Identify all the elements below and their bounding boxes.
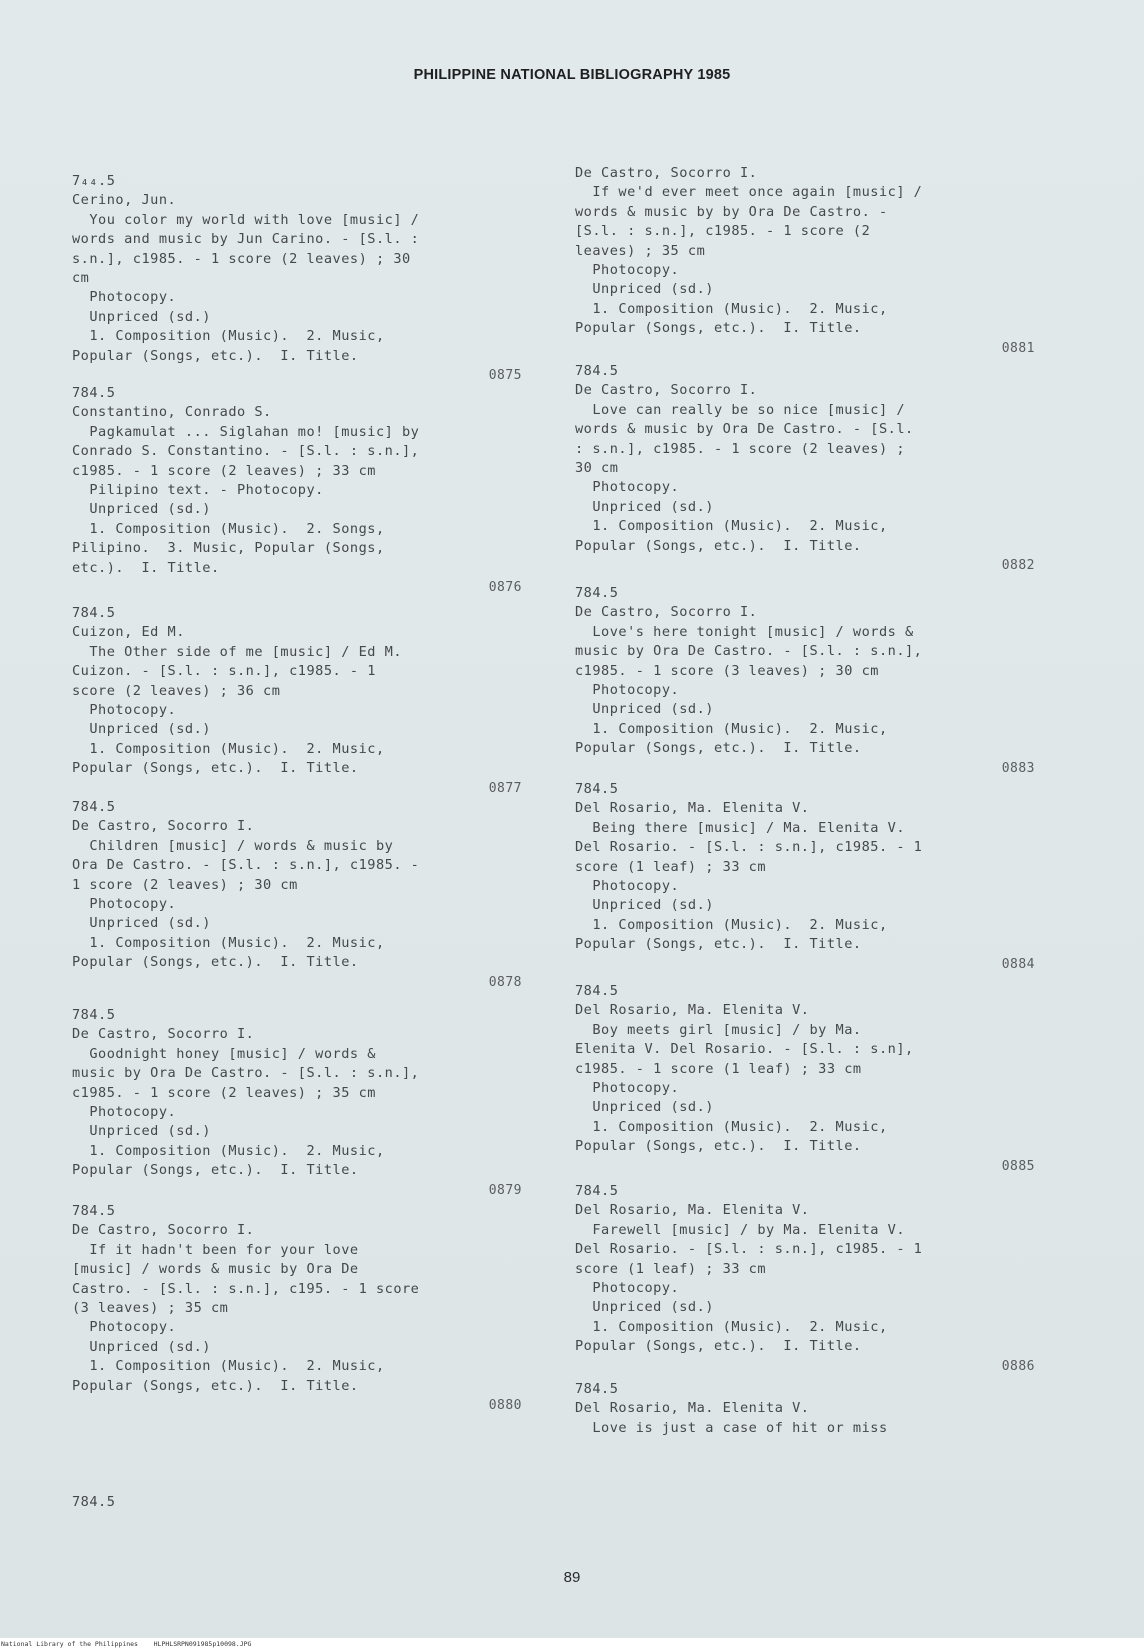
page-number: 89 [563,1569,581,1586]
entry-line: words & music by by Ora De Castro. - [575,203,888,220]
trailing-class-number: 784.5 [72,1494,116,1510]
entry-line: Popular (Songs, etc.). I. Title. [72,1162,359,1179]
catalog-entry [575,1380,1035,1438]
entry-line: Conrado S. Constantino. - [S.l. : s.n.], [72,443,420,460]
entry-line: Popular (Songs, etc.). I. Title. [575,320,862,337]
entry-line: 1. Composition (Music). 2. Music, [72,740,385,757]
entry-heading-line: 784.5 [72,385,116,401]
entry-line: Goodnight honey [music] / words & [72,1045,376,1062]
entry-line: Farewell [music] / by Ma. Elenita V. [575,1221,905,1238]
entry-line: Photocopy. [72,289,177,306]
entry-heading-line: 784.5 [72,799,116,815]
entry-line: Unpriced (sd.) [575,498,714,515]
entry-line: leaves) ; 35 cm [575,242,706,259]
entry-line: Unpriced (sd.) [575,281,714,298]
control-number: 0884 [1001,956,1035,972]
entry-line: score (1 leaf) ; 33 cm [575,858,767,875]
entry-heading-line: 784.5 [575,1381,619,1397]
catalog-entry [72,1006,522,1200]
entry-line: Cuizon. - [S.l. : s.n.], c1985. - 1 [72,663,376,680]
entry-line: Children [music] / words & music by [72,837,394,854]
control-number: 0885 [1001,1158,1035,1174]
control-number: 0879 [488,1182,522,1198]
entry-line: 1. Composition (Music). 2. Music, [72,1358,385,1375]
entry-heading-line: 784.5 [72,1203,116,1219]
entry-line: Constantino, Conrado S. [72,404,272,421]
entry-line: Photocopy. [575,479,680,496]
entry-line: The Other side of me [music] / Ed M. [72,643,402,660]
entry-line: Unpriced (sd.) [72,308,211,325]
entry-line: Unpriced (sd.) [72,1123,211,1140]
entry-line: Photocopy. [72,702,177,719]
catalog-entry [72,172,522,385]
entry-line: music by Ora De Castro. - [S.l. : s.n.], [72,1065,420,1082]
entry-line: Photocopy. [575,262,680,279]
control-number: 0880 [488,1398,522,1414]
catalog-entry [575,164,1035,358]
entry-line: 1. Composition (Music). 2. Music, [575,300,888,317]
entry-line: 1. Composition (Music). 2. Music, [575,518,888,535]
entry-line: Elenita V. Del Rosario. - [S.l. : s.n], [575,1041,914,1058]
control-number: 0878 [488,974,522,990]
entry-line: Photocopy. [575,1280,680,1297]
entry-line: Del Rosario, Ma. Elenita V. [575,1400,810,1417]
entry-line: Popular (Songs, etc.). I. Title. [575,936,862,953]
entry-line: De Castro, Socorro I. [72,1026,255,1043]
entry-line: 1. Composition (Music). 2. Music, [575,1118,888,1135]
control-number: 0876 [488,580,522,596]
entry-line: Popular (Songs, etc.). I. Title. [575,537,862,554]
entry-line: : s.n.], c1985. - 1 score (2 leaves) ; [575,440,905,457]
entry-line: Unpriced (sd.) [575,1299,714,1316]
entry-line: De Castro, Socorro I. [72,818,255,835]
entry-line: Unpriced (sd.) [575,701,714,718]
entry-line: 1 score (2 leaves) ; 30 cm [72,876,298,893]
entry-line: Love's here tonight [music] / words & [575,623,914,640]
entry-line: 1. Composition (Music). 2. Music, [575,916,888,933]
entry-line: 1. Composition (Music). 2. Songs, [72,520,385,537]
entry-line: Photocopy. [72,1319,177,1336]
entry-line: If it hadn't been for your love [72,1241,359,1258]
catalog-entry [575,780,1035,974]
entry-line: c1985. - 1 score (3 leaves) ; 30 cm [575,662,879,679]
entry-line: Popular (Songs, etc.). I. Title. [575,1138,862,1155]
entry-heading-line: 784.5 [575,1183,619,1199]
entry-line: music by Ora De Castro. - [S.l. : s.n.], [575,643,923,660]
entry-line: Pilipino. 3. Music, Popular (Songs, [72,540,385,557]
entry-line: score (2 leaves) ; 36 cm [72,682,281,699]
page-header: PHILIPPINE NATIONAL BIBLIOGRAPHY 1985 [413,67,731,83]
entry-line: Del Rosario, Ma. Elenita V. [575,1202,810,1219]
entry-line: Del Rosario, Ma. Elenita V. [575,800,810,817]
entry-line: Ora De Castro. - [S.l. : s.n.], c1985. - [72,857,420,874]
entry-line: Unpriced (sd.) [575,897,714,914]
entry-line: 30 cm [575,460,619,477]
entry-line: Photocopy. [575,682,680,699]
entry-line: etc.). I. Title. [72,559,220,576]
entry-line: Cerino, Jun. [72,192,177,209]
entry-line: You color my world with love [music] / [72,211,420,228]
entry-line: Castro. - [S.l. : s.n.], c195. - 1 score [72,1280,420,1297]
entry-line: 1. Composition (Music). 2. Music, [575,720,888,737]
entry-heading-line: 784.5 [72,605,116,621]
entry-line: Photocopy. [72,896,177,913]
entry-line: c1985. - 1 score (2 leaves) ; 35 cm [72,1084,376,1101]
entry-line: s.n.], c1985. - 1 score (2 leaves) ; 30 [72,250,411,267]
entry-line: Pagkamulat ... Siglahan mo! [music] by [72,423,420,440]
entry-line: Pilipino text. - Photocopy. [72,482,324,499]
entry-line: Popular (Songs, etc.). I. Title. [72,760,359,777]
entry-line: Photocopy. [575,1080,680,1097]
catalog-entry [72,1202,522,1415]
entry-line: Being there [music] / Ma. Elenita V. [575,819,905,836]
entry-line: Love is just a case of hit or miss [575,1419,888,1436]
entry-heading-line: 784.5 [575,983,619,999]
entry-line: De Castro, Socorro I. [575,604,758,621]
entry-line: Unpriced (sd.) [72,721,211,738]
entry-line: cm [72,270,90,287]
catalog-entry [575,584,1035,778]
entry-line: Popular (Songs, etc.). I. Title. [72,954,359,971]
entry-line: 1. Composition (Music). 2. Music, [575,1318,888,1335]
control-number: 0883 [1001,760,1035,776]
scan-footer [0,1638,1144,1650]
catalog-entry [72,604,522,798]
entry-line: Boy meets girl [music] / by Ma. [575,1021,862,1038]
catalog-entry [575,982,1035,1176]
entry-line: Unpriced (sd.) [575,1099,714,1116]
control-number: 0877 [488,780,522,796]
entry-line: c1985. - 1 score (1 leaf) ; 33 cm [575,1060,862,1077]
control-number: 0886 [1001,1358,1035,1374]
entry-line: 1. Composition (Music). 2. Music, [72,1142,385,1159]
entry-line: Unpriced (sd.) [72,501,211,518]
entry-line: Del Rosario. - [S.l. : s.n.], c1985. - 1 [575,839,923,856]
entry-heading-line: 7₄₄.5 [72,173,116,189]
entry-line: words & music by Ora De Castro. - [S.l. [575,421,914,438]
entry-line: [S.l. : s.n.], c1985. - 1 score (2 [575,223,871,240]
entry-heading-line: 784.5 [72,1007,116,1023]
entry-line: If we'd ever meet once again [music] / [575,184,923,201]
catalog-entry [72,798,522,992]
control-number: 0882 [1001,558,1035,574]
entry-line: Photocopy. [72,1104,177,1121]
footer-institution: National Library of the Philippines [1,1640,138,1648]
control-number: 0875 [488,368,522,384]
entry-line: (3 leaves) ; 35 cm [72,1300,229,1317]
entry-heading-line: 784.5 [575,363,619,379]
catalog-entry [575,1182,1035,1376]
control-number: 0881 [1001,340,1035,356]
entry-line: Popular (Songs, etc.). I. Title. [72,347,359,364]
entry-line: De Castro, Socorro I. [575,382,758,399]
entry-line: score (1 leaf) ; 33 cm [575,1260,767,1277]
entry-line: c1985. - 1 score (2 leaves) ; 33 cm [72,462,376,479]
entry-line: De Castro, Socorro I. [72,1222,255,1239]
footer-file-ref: HLPHLSRPN091985p10098.JPG [153,1640,252,1648]
entry-line: Popular (Songs, etc.). I. Title. [72,1377,359,1394]
entry-heading-line: De Castro, Socorro I. [575,165,758,181]
entry-line: Popular (Songs, etc.). I. Title. [575,740,862,757]
entry-line: Unpriced (sd.) [72,1338,211,1355]
entry-line: Del Rosario, Ma. Elenita V. [575,1002,810,1019]
entry-line: Popular (Songs, etc.). I. Title. [575,1338,862,1355]
entry-line: [music] / words & music by Ora De [72,1261,359,1278]
entry-line: 1. Composition (Music). 2. Music, [72,328,385,345]
entry-heading-line: 784.5 [575,781,619,797]
entry-line: Love can really be so nice [music] / [575,401,905,418]
catalog-entry [72,384,522,597]
entry-line: Del Rosario. - [S.l. : s.n.], c1985. - 1 [575,1241,923,1258]
entry-heading-line: 784.5 [575,585,619,601]
entry-line: words and music by Jun Carino. - [S.l. : [72,231,420,248]
catalog-entry [575,362,1035,575]
entry-line: Unpriced (sd.) [72,915,211,932]
entry-line: Cuizon, Ed M. [72,624,185,641]
entry-line: 1. Composition (Music). 2. Music, [72,934,385,951]
entry-line: Photocopy. [575,878,680,895]
